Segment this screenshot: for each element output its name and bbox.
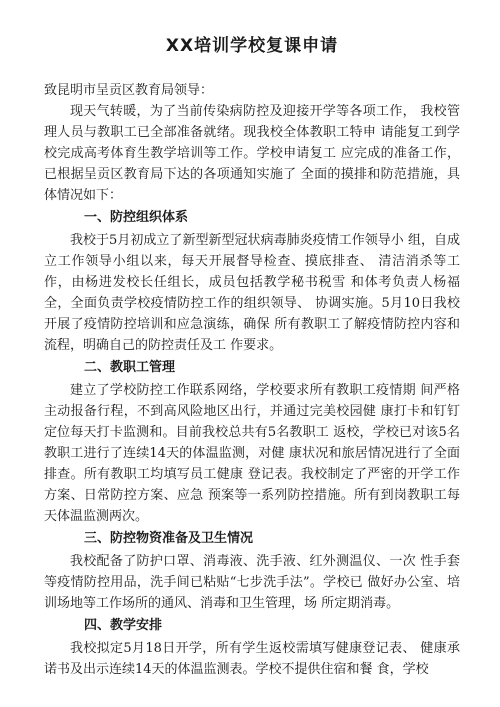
section-body-teaching: 我校拟定5月18日开学，所有学生返校需填写健康登记表、 健康承诺书及出示连续14天的体温监测表。学校不提供住宿和餐 食，学校: [44, 641, 460, 677]
section-heading-teaching: 四、教学安排: [84, 618, 163, 633]
section-body-staff: 建立了学校防控工作联系网络，学校要求所有教职工疫情期 间严格主动报备行程，不到高风险地区出行，并通过完美校园健 康打卡和钉钉定位每天打卡监测和。目前我校总共有5名教职工 返校，学校已对该5名教职工进行了连续14天的体温监测，对健 康状况和旅居情况进行了全面排查。所有教职工均填写员工健康 登记表。我校制定了严密的开学工作方案、日常防控方案、应急 预案等一系列防控措施。所有到岗教职工每天体温监测两次。: [44, 383, 460, 524]
section-body-supplies: 我校配备了防护口罩、消毒液、洗手液、红外测温仪、一次 性手套等疫情防控用品，洗手间已粘贴“七步洗手法”。学校已 做好办公室、培训场地等工作场所的通风、消毒和卫生管理，场 所定期消毒。: [44, 554, 460, 611]
section-heading-organization: 一、防控组织体系: [84, 210, 189, 225]
document-title: XX培训学校复课申请: [165, 36, 339, 56]
salutation: 致昆明市呈贡区教育局领导：: [44, 83, 214, 98]
section-heading-supplies: 三、防控物资准备及卫生情况: [84, 531, 254, 546]
section-body-organization: 我校于5月初成立了新型新型冠状病毒肺炎疫情工作领导小 组，自成立工作领导小组以来，每天开展督导检查、摸底排查、 清洁消杀等工作，由杨进发校长任组长，成员包括教学秘书税雪 和体考负责人杨福全，全面负责学校疫情防控工作的组织领导、 协调实施。5月10日我校开展了疫情防控培训和应急演练，确保 所有教职工了解疫情防控内容和流程，明确自己的防控责任及工 作要求。: [44, 233, 460, 353]
section-heading-staff: 二、教职工管理: [84, 360, 176, 375]
intro-paragraph: 现天气转暖，为了当前传染病防控及迎接开学等各项工作， 我校管理人员与教职工已全部准备就绪。现我校全体教职工特申 请能复工到学校完成高考体育生教学培训等工作。学校申请复工 应完成的准备工作，已根据呈贡区教育局下达的各项通知实施了 全面的摸排和防范措施，具体情况如下：: [44, 104, 460, 203]
